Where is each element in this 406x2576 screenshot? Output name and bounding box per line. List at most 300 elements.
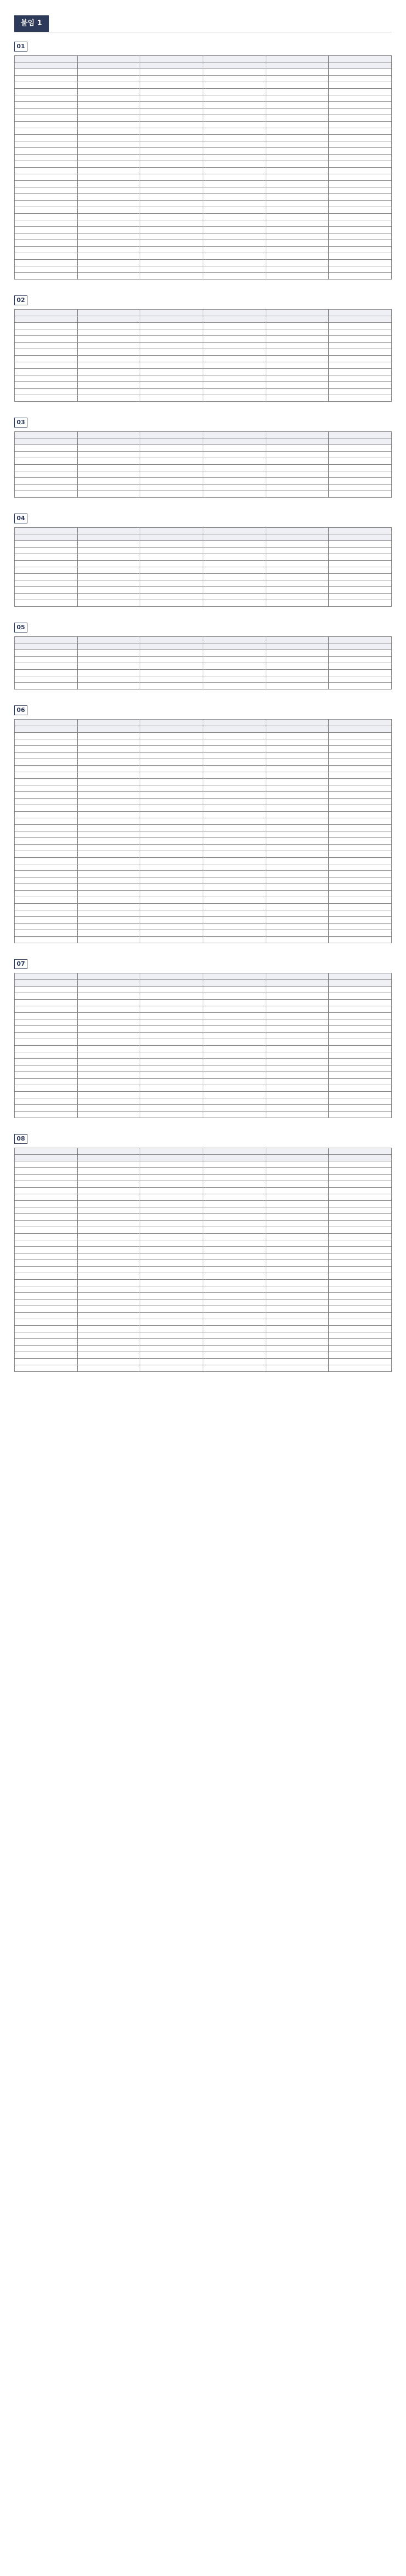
table-cell bbox=[203, 362, 266, 369]
table-cell bbox=[329, 580, 392, 587]
table-row bbox=[15, 720, 392, 726]
table-cell bbox=[266, 1033, 329, 1039]
curriculum-table bbox=[14, 527, 392, 607]
table-row bbox=[15, 82, 392, 89]
table-cell bbox=[15, 554, 78, 561]
table-cell bbox=[77, 554, 140, 561]
table-row bbox=[15, 528, 392, 534]
table-cell bbox=[266, 683, 329, 689]
table-cell bbox=[140, 838, 203, 845]
table-row bbox=[15, 812, 392, 818]
table-cell bbox=[140, 1300, 203, 1306]
table-header-cell bbox=[77, 62, 140, 69]
table-cell bbox=[266, 1201, 329, 1207]
section-note bbox=[14, 691, 392, 697]
table-header-cell bbox=[140, 534, 203, 541]
table-row bbox=[15, 1072, 392, 1079]
table-cell bbox=[140, 554, 203, 561]
table-row bbox=[15, 161, 392, 168]
table-cell bbox=[329, 227, 392, 233]
table-row bbox=[15, 657, 392, 663]
table-cell bbox=[329, 1181, 392, 1188]
table-cell bbox=[203, 567, 266, 574]
table-cell bbox=[77, 122, 140, 128]
table-row bbox=[15, 1085, 392, 1092]
table-cell bbox=[15, 187, 78, 194]
curriculum-section bbox=[14, 41, 392, 287]
table-row bbox=[15, 343, 392, 349]
table-cell bbox=[329, 201, 392, 207]
table-cell bbox=[15, 478, 78, 485]
table-cell bbox=[77, 904, 140, 910]
table-cell bbox=[77, 471, 140, 478]
table-header-cell bbox=[140, 973, 203, 980]
table-cell bbox=[266, 227, 329, 233]
table-row bbox=[15, 1013, 392, 1019]
table-cell bbox=[15, 1059, 78, 1065]
section-heading bbox=[14, 295, 392, 306]
table-cell bbox=[15, 1000, 78, 1006]
table-header-cell bbox=[15, 534, 78, 541]
table-header-cell bbox=[140, 310, 203, 316]
table-cell bbox=[266, 825, 329, 831]
table-cell bbox=[15, 1033, 78, 1039]
table-row bbox=[15, 1313, 392, 1319]
table-row bbox=[15, 980, 392, 987]
table-cell bbox=[329, 1098, 392, 1105]
table-header-cell bbox=[140, 438, 203, 445]
table-cell bbox=[266, 1247, 329, 1253]
table-cell bbox=[15, 471, 78, 478]
table-cell bbox=[203, 779, 266, 785]
table-cell bbox=[203, 1013, 266, 1019]
table-cell bbox=[77, 76, 140, 82]
table-cell bbox=[203, 323, 266, 329]
table-row bbox=[15, 1059, 392, 1065]
table-cell bbox=[15, 825, 78, 831]
table-cell bbox=[266, 1280, 329, 1286]
section-heading bbox=[14, 622, 392, 633]
table-cell bbox=[266, 181, 329, 187]
table-cell bbox=[15, 220, 78, 227]
table-cell bbox=[266, 541, 329, 548]
table-cell bbox=[15, 227, 78, 233]
table-cell bbox=[140, 452, 203, 458]
table-cell bbox=[266, 1352, 329, 1359]
table-header-cell bbox=[203, 1155, 266, 1161]
table-cell bbox=[77, 1247, 140, 1253]
table-cell bbox=[266, 128, 329, 135]
table-cell bbox=[203, 369, 266, 375]
table-cell bbox=[77, 1059, 140, 1065]
table-row bbox=[15, 1006, 392, 1013]
table-header-cell bbox=[203, 432, 266, 438]
table-cell bbox=[329, 1026, 392, 1033]
table-row bbox=[15, 115, 392, 122]
table-cell bbox=[140, 930, 203, 937]
table-cell bbox=[77, 594, 140, 600]
table-row bbox=[15, 155, 392, 161]
table-cell bbox=[266, 753, 329, 759]
table-header-cell bbox=[329, 1155, 392, 1161]
table-cell bbox=[15, 273, 78, 280]
table-row bbox=[15, 122, 392, 128]
table-cell bbox=[77, 102, 140, 109]
table-cell bbox=[15, 362, 78, 369]
table-header-cell bbox=[329, 1148, 392, 1155]
table-cell bbox=[77, 851, 140, 858]
table-row bbox=[15, 56, 392, 62]
table-cell bbox=[203, 657, 266, 663]
curriculum-table bbox=[14, 1148, 392, 1372]
table-row bbox=[15, 891, 392, 897]
curriculum-table bbox=[14, 719, 392, 943]
table-cell bbox=[140, 1065, 203, 1072]
table-cell bbox=[140, 1260, 203, 1267]
table-cell bbox=[203, 785, 266, 792]
table-cell bbox=[15, 1112, 78, 1118]
table-cell bbox=[329, 382, 392, 389]
table-cell bbox=[77, 1079, 140, 1085]
table-header-cell bbox=[77, 643, 140, 650]
table-cell bbox=[203, 554, 266, 561]
table-cell bbox=[77, 1326, 140, 1332]
table-cell bbox=[203, 937, 266, 943]
table-row bbox=[15, 554, 392, 561]
table-cell bbox=[15, 987, 78, 993]
table-cell bbox=[329, 356, 392, 362]
table-cell bbox=[140, 594, 203, 600]
table-header-cell bbox=[77, 432, 140, 438]
table-cell bbox=[140, 207, 203, 214]
table-cell bbox=[203, 1059, 266, 1065]
section-note bbox=[14, 403, 392, 409]
table-header-cell bbox=[329, 637, 392, 643]
table-cell bbox=[140, 233, 203, 240]
table-cell bbox=[15, 670, 78, 676]
table-header-cell bbox=[15, 316, 78, 323]
table-cell bbox=[140, 733, 203, 739]
table-row bbox=[15, 766, 392, 772]
table-cell bbox=[15, 766, 78, 772]
table-cell bbox=[15, 657, 78, 663]
table-cell bbox=[77, 69, 140, 76]
table-cell bbox=[203, 746, 266, 753]
table-cell bbox=[203, 891, 266, 897]
table-cell bbox=[140, 753, 203, 759]
table-cell bbox=[140, 779, 203, 785]
table-cell bbox=[329, 851, 392, 858]
table-cell bbox=[15, 336, 78, 343]
table-cell bbox=[329, 831, 392, 838]
table-row bbox=[15, 580, 392, 587]
table-cell bbox=[329, 1013, 392, 1019]
section-note bbox=[14, 499, 392, 505]
table-cell bbox=[266, 1112, 329, 1118]
table-cell bbox=[15, 1092, 78, 1098]
table-cell bbox=[203, 201, 266, 207]
table-cell bbox=[77, 561, 140, 567]
table-row bbox=[15, 683, 392, 689]
table-cell bbox=[140, 1085, 203, 1092]
table-cell bbox=[203, 812, 266, 818]
table-cell bbox=[77, 1293, 140, 1300]
sections-container bbox=[14, 41, 392, 1380]
table-cell bbox=[15, 1300, 78, 1306]
table-cell bbox=[140, 240, 203, 247]
table-cell bbox=[329, 548, 392, 554]
table-row bbox=[15, 825, 392, 831]
table-header-cell bbox=[203, 720, 266, 726]
table-cell bbox=[77, 109, 140, 115]
table-cell bbox=[77, 1267, 140, 1273]
table-cell bbox=[329, 1072, 392, 1079]
table-cell bbox=[329, 141, 392, 148]
table-row bbox=[15, 1332, 392, 1339]
table-cell bbox=[203, 266, 266, 273]
table-row bbox=[15, 485, 392, 491]
table-header-cell bbox=[329, 310, 392, 316]
table-cell bbox=[77, 1234, 140, 1240]
table-cell bbox=[266, 548, 329, 554]
table-cell bbox=[203, 1039, 266, 1046]
table-cell bbox=[203, 1161, 266, 1168]
section-number: 04 bbox=[14, 514, 27, 523]
table-header-cell bbox=[77, 56, 140, 62]
table-cell bbox=[140, 792, 203, 799]
table-cell bbox=[203, 1293, 266, 1300]
table-header-cell bbox=[266, 438, 329, 445]
table-cell bbox=[15, 739, 78, 746]
table-cell bbox=[15, 1240, 78, 1247]
table-cell bbox=[203, 389, 266, 395]
table-cell bbox=[203, 1339, 266, 1346]
table-cell bbox=[77, 349, 140, 356]
table-cell bbox=[329, 845, 392, 851]
table-cell bbox=[266, 587, 329, 594]
table-row bbox=[15, 95, 392, 102]
table-row bbox=[15, 799, 392, 805]
table-cell bbox=[329, 1161, 392, 1168]
table-cell bbox=[203, 356, 266, 362]
table-cell bbox=[15, 910, 78, 917]
table-cell bbox=[266, 356, 329, 362]
table-cell bbox=[203, 1175, 266, 1181]
table-row bbox=[15, 1033, 392, 1039]
table-cell bbox=[77, 1201, 140, 1207]
table-cell bbox=[266, 174, 329, 181]
table-cell bbox=[266, 1313, 329, 1319]
table-cell bbox=[329, 1346, 392, 1352]
table-row bbox=[15, 753, 392, 759]
table-cell bbox=[15, 382, 78, 389]
table-cell bbox=[266, 930, 329, 937]
table-cell bbox=[329, 1227, 392, 1234]
table-header-cell bbox=[266, 973, 329, 980]
table-cell bbox=[140, 805, 203, 812]
table-cell bbox=[266, 670, 329, 676]
table-cell bbox=[203, 329, 266, 336]
table-cell bbox=[140, 877, 203, 884]
table-cell bbox=[266, 1332, 329, 1339]
table-cell bbox=[77, 1319, 140, 1326]
table-cell bbox=[329, 1313, 392, 1319]
table-header-cell bbox=[15, 528, 78, 534]
table-cell bbox=[203, 69, 266, 76]
table-row bbox=[15, 726, 392, 733]
table-cell bbox=[140, 1207, 203, 1214]
table-row bbox=[15, 1339, 392, 1346]
table-cell bbox=[140, 141, 203, 148]
table-cell bbox=[15, 194, 78, 201]
table-cell bbox=[266, 1052, 329, 1059]
table-cell bbox=[266, 329, 329, 336]
table-cell bbox=[266, 1306, 329, 1313]
table-cell bbox=[329, 109, 392, 115]
table-cell bbox=[329, 343, 392, 349]
table-cell bbox=[140, 772, 203, 779]
table-cell bbox=[266, 148, 329, 155]
table-cell bbox=[77, 95, 140, 102]
table-cell bbox=[77, 1052, 140, 1059]
table-row bbox=[15, 168, 392, 174]
table-cell bbox=[329, 1000, 392, 1006]
table-cell bbox=[140, 1039, 203, 1046]
table-cell bbox=[140, 1352, 203, 1359]
table-cell bbox=[15, 792, 78, 799]
table-cell bbox=[15, 253, 78, 260]
table-cell bbox=[329, 1300, 392, 1306]
table-row bbox=[15, 1260, 392, 1267]
table-cell bbox=[77, 657, 140, 663]
table-cell bbox=[266, 478, 329, 485]
table-cell bbox=[203, 1214, 266, 1221]
table-row bbox=[15, 233, 392, 240]
table-cell bbox=[15, 574, 78, 580]
table-cell bbox=[140, 1313, 203, 1319]
table-cell bbox=[77, 1181, 140, 1188]
table-cell bbox=[15, 1339, 78, 1346]
table-cell bbox=[203, 1221, 266, 1227]
table-cell bbox=[203, 845, 266, 851]
table-header-cell bbox=[15, 643, 78, 650]
table-cell bbox=[266, 95, 329, 102]
table-header-cell bbox=[266, 1155, 329, 1161]
table-cell bbox=[329, 993, 392, 1000]
table-header-cell bbox=[77, 973, 140, 980]
table-cell bbox=[266, 871, 329, 877]
table-cell bbox=[15, 924, 78, 930]
table-cell bbox=[77, 858, 140, 864]
curriculum-section bbox=[14, 622, 392, 697]
table-cell bbox=[329, 1019, 392, 1026]
table-cell bbox=[329, 1286, 392, 1293]
table-cell bbox=[203, 1240, 266, 1247]
table-row bbox=[15, 739, 392, 746]
table-cell bbox=[266, 574, 329, 580]
table-cell bbox=[77, 831, 140, 838]
table-cell bbox=[140, 1234, 203, 1240]
table-cell bbox=[15, 1039, 78, 1046]
table-cell bbox=[203, 587, 266, 594]
table-cell bbox=[15, 851, 78, 858]
table-row bbox=[15, 904, 392, 910]
table-row bbox=[15, 329, 392, 336]
table-row bbox=[15, 1161, 392, 1168]
table-cell bbox=[203, 772, 266, 779]
table-cell bbox=[140, 1346, 203, 1352]
table-cell bbox=[140, 1033, 203, 1039]
table-cell bbox=[140, 1253, 203, 1260]
section-heading bbox=[14, 705, 392, 716]
table-cell bbox=[140, 567, 203, 574]
table-cell bbox=[140, 1000, 203, 1006]
table-cell bbox=[15, 102, 78, 109]
table-cell bbox=[266, 561, 329, 567]
table-cell bbox=[266, 1039, 329, 1046]
table-cell bbox=[140, 115, 203, 122]
table-cell bbox=[203, 1253, 266, 1260]
table-cell bbox=[203, 1085, 266, 1092]
table-row bbox=[15, 1019, 392, 1026]
table-cell bbox=[77, 1033, 140, 1039]
table-row bbox=[15, 1065, 392, 1072]
table-row bbox=[15, 253, 392, 260]
table-cell bbox=[203, 452, 266, 458]
table-cell bbox=[329, 1033, 392, 1039]
table-cell bbox=[77, 1072, 140, 1079]
table-cell bbox=[266, 1000, 329, 1006]
table-cell bbox=[203, 260, 266, 266]
table-row bbox=[15, 924, 392, 930]
table-cell bbox=[266, 1221, 329, 1227]
table-cell bbox=[266, 1194, 329, 1201]
table-cell bbox=[329, 1332, 392, 1339]
table-cell bbox=[77, 253, 140, 260]
table-cell bbox=[77, 1098, 140, 1105]
table-cell bbox=[266, 1339, 329, 1346]
table-cell bbox=[77, 395, 140, 402]
table-cell bbox=[77, 260, 140, 266]
table-cell bbox=[77, 1359, 140, 1365]
table-cell bbox=[15, 181, 78, 187]
table-header-cell bbox=[329, 973, 392, 980]
table-header-cell bbox=[329, 534, 392, 541]
table-cell bbox=[266, 1006, 329, 1013]
table-cell bbox=[203, 187, 266, 194]
table-cell bbox=[77, 1161, 140, 1168]
table-cell bbox=[203, 220, 266, 227]
table-header-cell bbox=[203, 316, 266, 323]
table-header-cell bbox=[140, 980, 203, 987]
table-cell bbox=[203, 766, 266, 772]
table-cell bbox=[140, 987, 203, 993]
table-cell bbox=[140, 1098, 203, 1105]
table-cell bbox=[15, 930, 78, 937]
table-cell bbox=[15, 1175, 78, 1181]
table-cell bbox=[203, 733, 266, 739]
table-cell bbox=[140, 1280, 203, 1286]
table-row bbox=[15, 1148, 392, 1155]
table-cell bbox=[15, 214, 78, 220]
table-cell bbox=[203, 478, 266, 485]
table-row bbox=[15, 937, 392, 943]
table-cell bbox=[140, 1293, 203, 1300]
table-cell bbox=[203, 831, 266, 838]
table-cell bbox=[15, 1105, 78, 1112]
table-cell bbox=[329, 858, 392, 864]
table-cell bbox=[266, 812, 329, 818]
